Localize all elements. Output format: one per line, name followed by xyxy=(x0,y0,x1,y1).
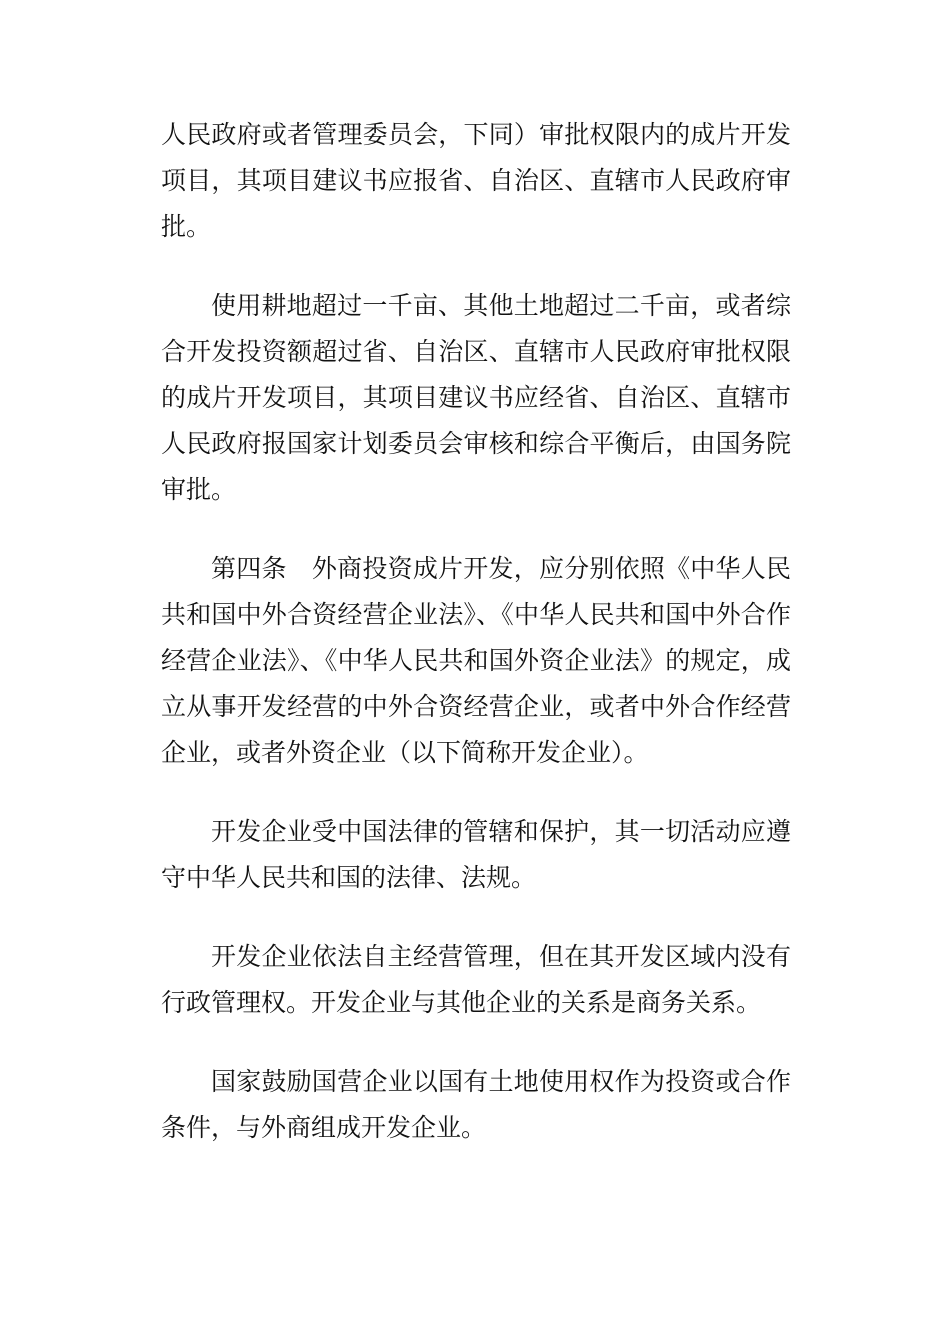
paragraph-approval-limits: 使用耕地超过一千亩、其他土地超过二千亩，或者综合开发投资额超过省、自治区、直辖市人民政府审批权限的成片开发项目，其项目建议书应经省、自治区、直辖市人民政府报国家计划委员会审核和综合平衡后，由国务院审批。 xyxy=(161,291,791,504)
paragraph-legal-jurisdiction: 开发企业受中国法律的管辖和保护，其一切活动应遵守中华人民共和国的法律、法规。 xyxy=(161,817,791,892)
paragraph-state-encouragement: 国家鼓励国营企业以国有土地使用权作为投资或合作条件，与外商组成开发企业。 xyxy=(161,1067,791,1142)
document-body xyxy=(161,112,791,1151)
paragraph-management-rights: 开发企业依法自主经营管理，但在其开发区域内没有行政管理权。开发企业与其他企业的关系是商务关系。 xyxy=(161,942,791,1017)
paragraph-continuation: 人民政府或者管理委员会，下同）审批权限内的成片开发项目，其项目建议书应报省、自治区、直辖市人民政府审批。 xyxy=(161,120,791,241)
paragraph-article-four: 第四条 外商投资成片开发，应分别依照《中华人民共和国中外合资经营企业法》、《中华人民共和国中外合作经营企业法》、《中华人民共和国外资企业法》的规定，成立从事开发经营的中外合资经营企业，或者中外合作经营企业，或者外资企业（以下简称开发企业）。 xyxy=(161,554,791,767)
